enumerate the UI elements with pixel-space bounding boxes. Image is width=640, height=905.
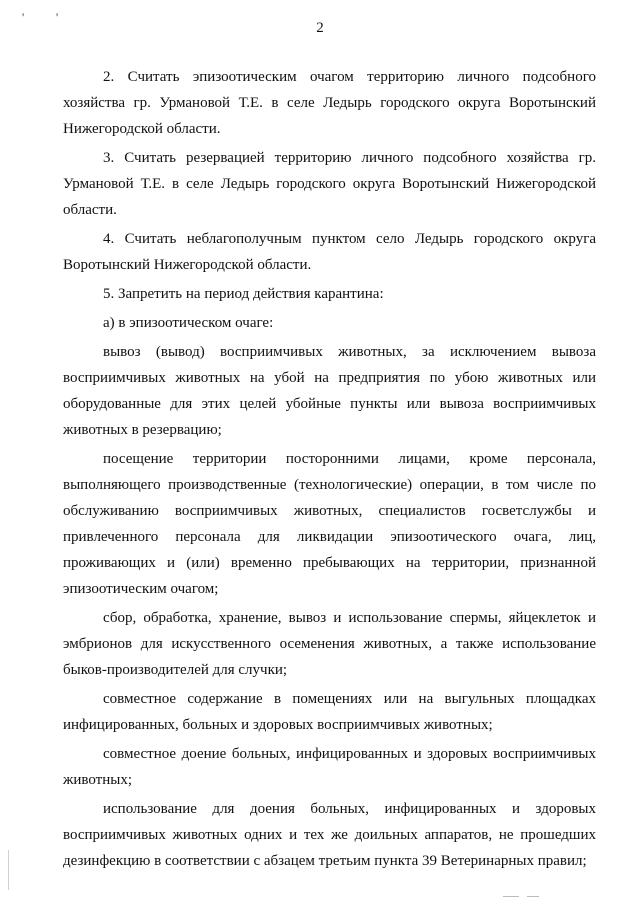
paragraph-removal-ban: вывоз (вывод) восприимчивых животных, за исключением вывоза восприимчивых животных на убой на предприятия по убою животных или оборудованные для этих целей убойные пункты или вывоза восприимчивых животных в резервацию; [63, 344, 596, 438]
paragraph-item-3: 3. Считать резервацией территорию личного подсобного хозяйства гр. Урмановой Т.Е. в селе Ледырь городского округа Воротынский Нижегородской области. [63, 150, 596, 218]
paragraph-joint-milking-ban: совместное доение больных, инфицированных и здоровых восприимчивых животных; [63, 746, 596, 788]
paragraph-sperm-ban: сбор, обработка, хранение, вывоз и использование спермы, яйцеклеток и эмбрионов для искусственного осеменения животных, а также использование быков-производителей для случки; [63, 610, 596, 678]
paragraph-item-5: 5. Запретить на период действия карантина: [103, 286, 384, 302]
paragraph-item-2: 2. Считать эпизоотическим очагом территорию личного подсобного хозяйства гр. Урмановой Т.Е. в селе Ледырь городского округа Воротынский Нижегородской области. [63, 69, 596, 137]
document-body [63, 64, 596, 877]
scan-edge-line [8, 850, 9, 890]
scan-dash [527, 896, 539, 897]
paragraph-subitem-a: а) в эпизоотическом очаге: [103, 315, 274, 331]
paragraph-joint-keeping-ban: совместное содержание в помещениях или на выгульных площадках инфицированных, больных и здоровых восприимчивых животных; [63, 691, 596, 733]
paragraph-milking-equipment-ban: использование для доения больных, инфицированных и здоровых восприимчивых животных одних и тех же доильных аппаратов, не прошедших дезинфекцию в соответствии с абзацем третьим пункта 39 Ветеринарных правил; [63, 801, 596, 869]
scan-dash [503, 896, 519, 897]
page-number: 2 [316, 20, 324, 36]
paragraph-visit-ban: посещение территории посторонними лицами, кроме персонала, выполняющего производственные (технологические) операции, в том числе по обслуживанию восприимчивых животных, специалистов госветслужбы и привлеченного персонала для ликвидации эпизоотического очага, лиц, проживающих и (или) временно пребывающих на территории, признанной эпизоотическим очагом; [63, 451, 596, 597]
scan-mark: ' [22, 10, 25, 24]
paragraph-item-4: 4. Считать неблагополучным пунктом село Ледырь городского округа Воротынский Нижегородской области. [63, 231, 596, 273]
scan-mark: ' [56, 10, 59, 24]
